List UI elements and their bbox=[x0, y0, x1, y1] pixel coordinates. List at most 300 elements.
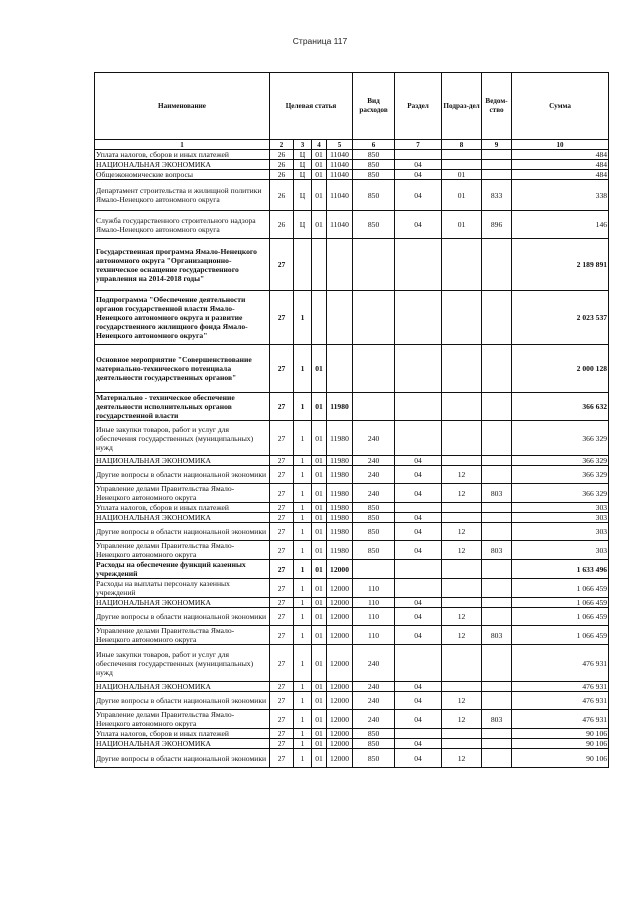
subsection-cell bbox=[442, 682, 482, 692]
department-cell bbox=[482, 598, 512, 608]
subsection-cell bbox=[442, 645, 482, 682]
subsection-cell bbox=[442, 345, 482, 393]
target-code-subprogram: Ц bbox=[294, 211, 312, 239]
row-name-cell: Иные закупки товаров, работ и услуг для обеспечения государственных (муниципальных) нужд bbox=[95, 645, 270, 682]
section-cell bbox=[395, 345, 442, 393]
target-code-program: 27 bbox=[270, 729, 294, 739]
target-code-direction: 11980 bbox=[327, 503, 353, 513]
subsection-cell bbox=[442, 598, 482, 608]
table-row bbox=[95, 239, 609, 291]
table-row bbox=[95, 503, 609, 513]
target-code-event: 01 bbox=[312, 484, 327, 503]
sum-cell: 146 bbox=[512, 211, 609, 239]
subsection-cell: 01 bbox=[442, 180, 482, 211]
target-code-subprogram: 1 bbox=[294, 393, 312, 421]
table-row bbox=[95, 598, 609, 608]
subsection-cell: 12 bbox=[442, 466, 482, 484]
sum-cell: 484 bbox=[512, 160, 609, 170]
target-code-event: 01 bbox=[312, 513, 327, 523]
column-number: 10 bbox=[512, 140, 609, 150]
department-cell bbox=[482, 291, 512, 345]
department-cell bbox=[482, 645, 512, 682]
sum-cell: 1 633 496 bbox=[512, 560, 609, 579]
target-code-subprogram: 1 bbox=[294, 523, 312, 541]
target-code-program: 27 bbox=[270, 466, 294, 484]
target-code-event: 01 bbox=[312, 456, 327, 466]
target-code-direction: 12000 bbox=[327, 710, 353, 729]
target-code-event: 01 bbox=[312, 598, 327, 608]
target-code-event: 01 bbox=[312, 560, 327, 579]
budget-table bbox=[94, 72, 609, 768]
target-code-program: 27 bbox=[270, 560, 294, 579]
table-row bbox=[95, 729, 609, 739]
table-row bbox=[95, 523, 609, 541]
target-code-subprogram: 1 bbox=[294, 598, 312, 608]
sum-cell: 90 106 bbox=[512, 739, 609, 749]
row-name-cell: Материально - техническое обеспечение деятельности исполнительных органов государственной власти bbox=[95, 393, 270, 421]
subsection-cell bbox=[442, 456, 482, 466]
department-cell: 803 bbox=[482, 484, 512, 503]
section-cell bbox=[395, 291, 442, 345]
target-code-event: 01 bbox=[312, 749, 327, 768]
target-code-program: 27 bbox=[270, 393, 294, 421]
column-number: 8 bbox=[442, 140, 482, 150]
sum-cell: 1 066 459 bbox=[512, 626, 609, 645]
row-name-cell: Служба государственного строительного надзора Ямало-Ненецкого автономного округа bbox=[95, 211, 270, 239]
target-code-direction: 12000 bbox=[327, 626, 353, 645]
section-cell: 04 bbox=[395, 456, 442, 466]
department-cell bbox=[482, 170, 512, 180]
column-number: 4 bbox=[312, 140, 327, 150]
target-code-subprogram: 1 bbox=[294, 626, 312, 645]
target-code-program: 26 bbox=[270, 170, 294, 180]
expense-type-cell: 240 bbox=[353, 421, 395, 456]
department-cell bbox=[482, 421, 512, 456]
sum-cell: 2 189 891 bbox=[512, 239, 609, 291]
target-code-program: 27 bbox=[270, 682, 294, 692]
target-code-program: 27 bbox=[270, 579, 294, 598]
column-header-expense-type: Вид расходов bbox=[353, 73, 395, 140]
target-code-subprogram: 1 bbox=[294, 749, 312, 768]
table-body bbox=[95, 150, 609, 768]
row-name-cell: Управление делами Правительства Ямало-Ненецкого автономного округа bbox=[95, 484, 270, 503]
target-code-event: 01 bbox=[312, 211, 327, 239]
expense-type-cell: 240 bbox=[353, 484, 395, 503]
target-code-subprogram: Ц bbox=[294, 160, 312, 170]
table-row bbox=[95, 739, 609, 749]
target-code-direction: 11980 bbox=[327, 523, 353, 541]
expense-type-cell: 850 bbox=[353, 180, 395, 211]
sum-cell: 476 931 bbox=[512, 645, 609, 682]
target-code-subprogram: 1 bbox=[294, 466, 312, 484]
target-code-direction: 12000 bbox=[327, 749, 353, 768]
target-code-direction: 12000 bbox=[327, 579, 353, 598]
subsection-cell bbox=[442, 239, 482, 291]
target-code-event: 01 bbox=[312, 523, 327, 541]
target-code-subprogram bbox=[294, 239, 312, 291]
expense-type-cell: 240 bbox=[353, 710, 395, 729]
sum-cell: 366 329 bbox=[512, 484, 609, 503]
target-code-program: 27 bbox=[270, 513, 294, 523]
table-row bbox=[95, 170, 609, 180]
section-cell: 04 bbox=[395, 484, 442, 503]
target-code-program: 27 bbox=[270, 503, 294, 513]
row-name-cell: Уплата налогов, сборов и иных платежей bbox=[95, 150, 270, 160]
row-name-cell: Расходы на выплаты персоналу казенных учреждений bbox=[95, 579, 270, 598]
target-code-program: 27 bbox=[270, 626, 294, 645]
target-code-event: 01 bbox=[312, 729, 327, 739]
column-number: 1 bbox=[95, 140, 270, 150]
expense-type-cell: 110 bbox=[353, 579, 395, 598]
target-code-program: 27 bbox=[270, 608, 294, 626]
row-name-cell: Другие вопросы в области национальной экономики bbox=[95, 692, 270, 710]
column-header-sum: Сумма bbox=[512, 73, 609, 140]
target-code-subprogram: 1 bbox=[294, 513, 312, 523]
row-name-cell: Государственная программа Ямало-Ненецкого автономного округа "Организационно-техническое оснащение государственного управления на 2014-2018 годы" bbox=[95, 239, 270, 291]
target-code-subprogram: 1 bbox=[294, 682, 312, 692]
row-name-cell: НАЦИОНАЛЬНАЯ ЭКОНОМИКА bbox=[95, 456, 270, 466]
target-code-subprogram: Ц bbox=[294, 170, 312, 180]
expense-type-cell bbox=[353, 560, 395, 579]
department-cell bbox=[482, 513, 512, 523]
section-cell: 04 bbox=[395, 466, 442, 484]
section-cell: 04 bbox=[395, 749, 442, 768]
target-code-program: 27 bbox=[270, 291, 294, 345]
department-cell bbox=[482, 560, 512, 579]
department-cell bbox=[482, 456, 512, 466]
expense-type-cell bbox=[353, 291, 395, 345]
section-cell bbox=[395, 150, 442, 160]
department-cell bbox=[482, 729, 512, 739]
sum-cell: 1 066 459 bbox=[512, 598, 609, 608]
expense-type-cell: 110 bbox=[353, 626, 395, 645]
section-cell bbox=[395, 421, 442, 456]
row-name-cell: Основное мероприятие "Совершенствование материально-технического потенциала деятельности государственных органов" bbox=[95, 345, 270, 393]
column-header-section: Раздел bbox=[395, 73, 442, 140]
subsection-cell bbox=[442, 291, 482, 345]
row-name-cell: Управление делами Правительства Ямало-Ненецкого автономного округа bbox=[95, 710, 270, 729]
subsection-cell: 12 bbox=[442, 541, 482, 560]
expense-type-cell: 240 bbox=[353, 466, 395, 484]
target-code-event: 01 bbox=[312, 579, 327, 598]
column-header-name: Наименование bbox=[95, 73, 270, 140]
expense-type-cell bbox=[353, 345, 395, 393]
target-code-direction: 11980 bbox=[327, 421, 353, 456]
expense-type-cell bbox=[353, 239, 395, 291]
expense-type-cell: 850 bbox=[353, 523, 395, 541]
section-cell: 04 bbox=[395, 682, 442, 692]
department-cell bbox=[482, 579, 512, 598]
expense-type-cell: 850 bbox=[353, 513, 395, 523]
section-cell: 04 bbox=[395, 598, 442, 608]
target-code-event: 01 bbox=[312, 160, 327, 170]
section-cell: 04 bbox=[395, 541, 442, 560]
target-code-subprogram: Ц bbox=[294, 150, 312, 160]
sum-cell: 1 066 459 bbox=[512, 579, 609, 598]
target-code-direction: 11980 bbox=[327, 513, 353, 523]
target-code-direction: 12000 bbox=[327, 645, 353, 682]
expense-type-cell: 240 bbox=[353, 456, 395, 466]
subsection-cell bbox=[442, 560, 482, 579]
table-row bbox=[95, 345, 609, 393]
table-row bbox=[95, 456, 609, 466]
target-code-program: 26 bbox=[270, 150, 294, 160]
target-code-event: 01 bbox=[312, 393, 327, 421]
row-name-cell: НАЦИОНАЛЬНАЯ ЭКОНОМИКА bbox=[95, 682, 270, 692]
subsection-cell bbox=[442, 421, 482, 456]
table-row bbox=[95, 180, 609, 211]
target-code-program: 27 bbox=[270, 421, 294, 456]
table-row bbox=[95, 541, 609, 560]
department-cell bbox=[482, 523, 512, 541]
target-code-direction bbox=[327, 239, 353, 291]
department-cell: 803 bbox=[482, 710, 512, 729]
target-code-subprogram: 1 bbox=[294, 560, 312, 579]
target-code-program: 27 bbox=[270, 541, 294, 560]
table-row bbox=[95, 579, 609, 598]
column-header-target: Целевая статья bbox=[270, 73, 353, 140]
section-cell bbox=[395, 503, 442, 513]
target-code-direction: 11040 bbox=[327, 160, 353, 170]
sum-cell: 303 bbox=[512, 523, 609, 541]
department-cell bbox=[482, 345, 512, 393]
row-name-cell: Другие вопросы в области национальной экономики bbox=[95, 523, 270, 541]
expense-type-cell: 240 bbox=[353, 645, 395, 682]
table-row bbox=[95, 710, 609, 729]
target-code-direction: 11040 bbox=[327, 180, 353, 211]
subsection-cell: 12 bbox=[442, 692, 482, 710]
target-code-direction: 11980 bbox=[327, 466, 353, 484]
row-name-cell: НАЦИОНАЛЬНАЯ ЭКОНОМИКА bbox=[95, 513, 270, 523]
row-name-cell: Уплата налогов, сборов и иных платежей bbox=[95, 729, 270, 739]
subsection-cell bbox=[442, 150, 482, 160]
target-code-program: 27 bbox=[270, 739, 294, 749]
table-row bbox=[95, 626, 609, 645]
table-row bbox=[95, 484, 609, 503]
row-name-cell: Управление делами Правительства Ямало-Ненецкого автономного округа bbox=[95, 541, 270, 560]
section-cell: 04 bbox=[395, 608, 442, 626]
sum-cell: 90 106 bbox=[512, 729, 609, 739]
table-row bbox=[95, 645, 609, 682]
row-name-cell: Управление делами Правительства Ямало-Ненецкого автономного округа bbox=[95, 626, 270, 645]
subsection-cell: 12 bbox=[442, 608, 482, 626]
section-cell: 04 bbox=[395, 523, 442, 541]
target-code-subprogram: 1 bbox=[294, 484, 312, 503]
subsection-cell bbox=[442, 503, 482, 513]
row-name-cell: Другие вопросы в области национальной экономики bbox=[95, 608, 270, 626]
table-row bbox=[95, 393, 609, 421]
table-row bbox=[95, 160, 609, 170]
target-code-subprogram: 1 bbox=[294, 710, 312, 729]
subsection-cell: 01 bbox=[442, 211, 482, 239]
page-number-label: Страница 117 bbox=[292, 36, 348, 46]
target-code-direction bbox=[327, 345, 353, 393]
table-row bbox=[95, 682, 609, 692]
target-code-program: 26 bbox=[270, 180, 294, 211]
expense-type-cell: 850 bbox=[353, 160, 395, 170]
sum-cell: 2 023 537 bbox=[512, 291, 609, 345]
target-code-direction: 12000 bbox=[327, 729, 353, 739]
sum-cell: 366 329 bbox=[512, 466, 609, 484]
section-cell: 04 bbox=[395, 180, 442, 211]
target-code-direction: 12000 bbox=[327, 692, 353, 710]
expense-type-cell: 850 bbox=[353, 739, 395, 749]
target-code-subprogram: 1 bbox=[294, 739, 312, 749]
department-cell bbox=[482, 682, 512, 692]
section-cell bbox=[395, 393, 442, 421]
section-cell bbox=[395, 579, 442, 598]
row-name-cell: Иные закупки товаров, работ и услуг для обеспечения государственных (муниципальных) нужд bbox=[95, 421, 270, 456]
subsection-cell: 12 bbox=[442, 710, 482, 729]
target-code-subprogram: 1 bbox=[294, 503, 312, 513]
subsection-cell bbox=[442, 579, 482, 598]
sum-cell: 303 bbox=[512, 513, 609, 523]
subsection-cell bbox=[442, 393, 482, 421]
department-cell bbox=[482, 393, 512, 421]
department-cell bbox=[482, 608, 512, 626]
subsection-cell bbox=[442, 513, 482, 523]
target-code-event: 01 bbox=[312, 626, 327, 645]
target-code-event: 01 bbox=[312, 170, 327, 180]
column-header-department: Ведом-ство bbox=[482, 73, 512, 140]
target-code-program: 27 bbox=[270, 456, 294, 466]
column-header-subsection: Подраз-дел bbox=[442, 73, 482, 140]
sum-cell: 484 bbox=[512, 150, 609, 160]
expense-type-cell: 850 bbox=[353, 150, 395, 160]
row-name-cell: Общеэкономические вопросы bbox=[95, 170, 270, 180]
column-number: 9 bbox=[482, 140, 512, 150]
department-cell bbox=[482, 150, 512, 160]
target-code-program: 27 bbox=[270, 598, 294, 608]
target-code-direction: 11980 bbox=[327, 393, 353, 421]
sum-cell: 366 329 bbox=[512, 456, 609, 466]
target-code-program: 26 bbox=[270, 211, 294, 239]
target-code-event: 01 bbox=[312, 150, 327, 160]
section-cell: 04 bbox=[395, 160, 442, 170]
section-cell bbox=[395, 645, 442, 682]
section-cell: 04 bbox=[395, 170, 442, 180]
expense-type-cell: 110 bbox=[353, 598, 395, 608]
sum-cell: 476 931 bbox=[512, 682, 609, 692]
sum-cell: 366 329 bbox=[512, 421, 609, 456]
expense-type-cell: 240 bbox=[353, 692, 395, 710]
target-code-event: 01 bbox=[312, 345, 327, 393]
table-row bbox=[95, 692, 609, 710]
target-code-event bbox=[312, 239, 327, 291]
target-code-subprogram: 1 bbox=[294, 291, 312, 345]
section-cell: 04 bbox=[395, 692, 442, 710]
row-name-cell: НАЦИОНАЛЬНАЯ ЭКОНОМИКА bbox=[95, 598, 270, 608]
expense-type-cell: 240 bbox=[353, 682, 395, 692]
subsection-cell: 12 bbox=[442, 749, 482, 768]
row-name-cell: Другие вопросы в области национальной экономики bbox=[95, 466, 270, 484]
target-code-event: 01 bbox=[312, 466, 327, 484]
department-cell: 896 bbox=[482, 211, 512, 239]
section-cell: 04 bbox=[395, 513, 442, 523]
row-name-cell: НАЦИОНАЛЬНАЯ ЭКОНОМИКА bbox=[95, 739, 270, 749]
target-code-program: 27 bbox=[270, 710, 294, 729]
section-cell: 04 bbox=[395, 211, 442, 239]
expense-type-cell: 850 bbox=[353, 749, 395, 768]
target-code-direction: 11040 bbox=[327, 211, 353, 239]
sum-cell: 366 632 bbox=[512, 393, 609, 421]
target-code-direction: 12000 bbox=[327, 682, 353, 692]
target-code-program: 26 bbox=[270, 160, 294, 170]
row-name-cell: Другие вопросы в области национальной экономики bbox=[95, 749, 270, 768]
subsection-cell bbox=[442, 729, 482, 739]
row-name-cell: Департамент строительства и жилищной политики Ямало-Ненецкого автономного округа bbox=[95, 180, 270, 211]
target-code-event: 01 bbox=[312, 503, 327, 513]
target-code-program: 27 bbox=[270, 523, 294, 541]
target-code-direction: 12000 bbox=[327, 560, 353, 579]
department-cell: 833 bbox=[482, 180, 512, 211]
target-code-direction: 11980 bbox=[327, 541, 353, 560]
target-code-event: 01 bbox=[312, 682, 327, 692]
sum-cell: 338 bbox=[512, 180, 609, 211]
sum-cell: 1 066 459 bbox=[512, 608, 609, 626]
expense-type-cell: 850 bbox=[353, 729, 395, 739]
department-cell bbox=[482, 739, 512, 749]
target-code-direction: 11980 bbox=[327, 484, 353, 503]
column-number: 3 bbox=[294, 140, 312, 150]
sum-cell: 476 931 bbox=[512, 710, 609, 729]
expense-type-cell: 850 bbox=[353, 541, 395, 560]
section-cell bbox=[395, 560, 442, 579]
expense-type-cell bbox=[353, 393, 395, 421]
sum-cell: 484 bbox=[512, 170, 609, 180]
target-code-subprogram: 1 bbox=[294, 421, 312, 456]
department-cell bbox=[482, 466, 512, 484]
subsection-cell: 12 bbox=[442, 626, 482, 645]
section-cell: 04 bbox=[395, 710, 442, 729]
target-code-event bbox=[312, 291, 327, 345]
target-code-subprogram: 1 bbox=[294, 541, 312, 560]
department-cell: 803 bbox=[482, 626, 512, 645]
target-code-event: 01 bbox=[312, 645, 327, 682]
department-cell bbox=[482, 503, 512, 513]
section-cell bbox=[395, 729, 442, 739]
sum-cell: 90 106 bbox=[512, 749, 609, 768]
sum-cell: 2 000 128 bbox=[512, 345, 609, 393]
expense-type-cell: 110 bbox=[353, 608, 395, 626]
target-code-event: 01 bbox=[312, 710, 327, 729]
subsection-cell bbox=[442, 739, 482, 749]
target-code-direction bbox=[327, 291, 353, 345]
department-cell: 803 bbox=[482, 541, 512, 560]
target-code-direction: 12000 bbox=[327, 608, 353, 626]
expense-type-cell: 850 bbox=[353, 211, 395, 239]
target-code-event: 01 bbox=[312, 692, 327, 710]
section-cell bbox=[395, 239, 442, 291]
column-number: 7 bbox=[395, 140, 442, 150]
target-code-event: 01 bbox=[312, 541, 327, 560]
sum-cell: 303 bbox=[512, 503, 609, 513]
target-code-subprogram: 1 bbox=[294, 692, 312, 710]
column-number: 6 bbox=[353, 140, 395, 150]
table-row bbox=[95, 466, 609, 484]
sum-cell: 303 bbox=[512, 541, 609, 560]
row-name-cell: Подпрограмма "Обеспечение деятельности органов государственной власти Ямало-Ненецкого автономного округа и развитие государственного жилищного фонда Ямало-Ненецкого автономного округа" bbox=[95, 291, 270, 345]
table-row bbox=[95, 150, 609, 160]
section-cell: 04 bbox=[395, 739, 442, 749]
target-code-event: 01 bbox=[312, 739, 327, 749]
table-row bbox=[95, 291, 609, 345]
target-code-direction: 11980 bbox=[327, 456, 353, 466]
target-code-event: 01 bbox=[312, 421, 327, 456]
target-code-program: 27 bbox=[270, 645, 294, 682]
target-code-subprogram: 1 bbox=[294, 645, 312, 682]
department-cell bbox=[482, 160, 512, 170]
